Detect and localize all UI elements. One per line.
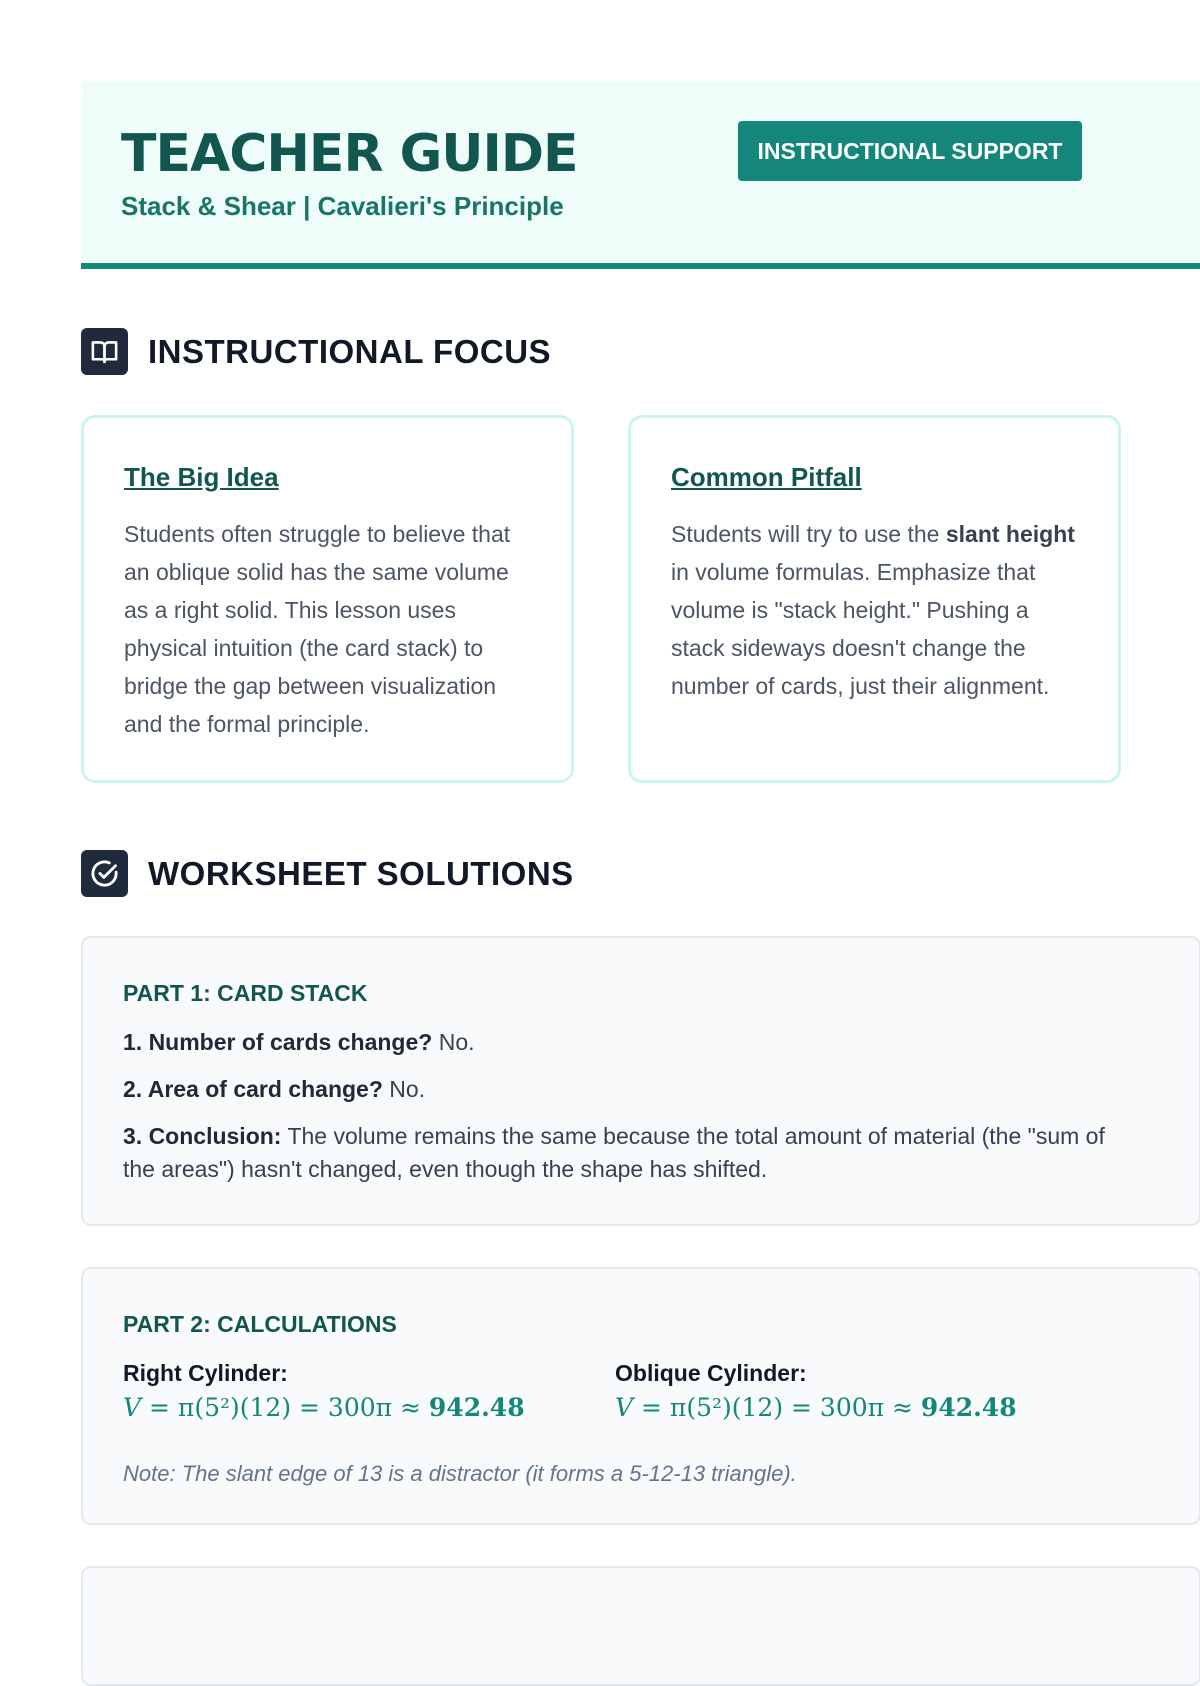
pitfall-text-end: in volume formulas. Emphasize that volume is "stack height." Pushing a stack sideways doesn't change the number of cards, just their alignment.: [671, 559, 1050, 699]
formula-variable: V: [615, 1393, 634, 1422]
part2-card: [81, 1267, 1200, 1525]
big-idea-title: The Big Idea: [124, 462, 279, 492]
question-label: 1. Number of cards change?: [123, 1029, 433, 1055]
guide-header: [81, 81, 1200, 269]
page-subtitle: Stack & Shear | Cavalieri's Principle: [121, 191, 564, 221]
part1-answer-1: [123, 1026, 1133, 1059]
book-icon: [81, 328, 128, 375]
oblique-cylinder-formula: [615, 1393, 1017, 1422]
page-title: TEACHER GUIDE: [121, 124, 578, 184]
big-idea-card: [81, 415, 574, 783]
common-pitfall-card: [628, 415, 1121, 783]
formula-expression: = π(5²)(12) = 300π ≈: [633, 1393, 921, 1422]
answer-text: No.: [389, 1076, 426, 1102]
check-circle-icon: [81, 850, 128, 897]
part1-card: [81, 936, 1200, 1226]
formula-expression: = π(5²)(12) = 300π ≈: [141, 1393, 429, 1422]
part1-title: PART 1: CARD STACK: [123, 980, 368, 1006]
part1-answer-2: [123, 1073, 1133, 1106]
part2-title: PART 2: CALCULATIONS: [123, 1311, 397, 1337]
part3-card: [81, 1566, 1200, 1686]
slant-height-emphasis: slant height: [945, 521, 1075, 547]
common-pitfall-body: [671, 515, 1076, 705]
instructional-support-badge: INSTRUCTIONAL SUPPORT: [738, 121, 1082, 181]
section-title: INSTRUCTIONAL FOCUS: [148, 333, 552, 370]
answer-text: The volume remains the same because the total amount of material (the "sum of the areas") hasn't changed, even though the shape has shifted.: [123, 1123, 1105, 1182]
part1-answer-3: [123, 1120, 1133, 1186]
right-cylinder-label: Right Cylinder:: [123, 1360, 288, 1386]
question-label: 2. Area of card change?: [123, 1076, 383, 1102]
right-cylinder-formula: [123, 1393, 525, 1422]
section-title: WORKSHEET SOLUTIONS: [148, 855, 574, 892]
big-idea-body: Students often struggle to believe that an oblique solid has the same volume as a right solid. This lesson uses physical intuition (the card stack) to bridge the gap between visualization and the formal principle.: [124, 521, 511, 737]
oblique-cylinder-label: Oblique Cylinder:: [615, 1360, 807, 1386]
common-pitfall-title: Common Pitfall: [671, 462, 862, 492]
question-label: 3. Conclusion:: [123, 1123, 282, 1149]
formula-result: 942.48: [428, 1393, 525, 1422]
distractor-note: Note: The slant edge of 13 is a distractor (it forms a 5-12-13 triangle).: [123, 1461, 797, 1486]
answer-text: No.: [438, 1029, 475, 1055]
pitfall-text-start: Students will try to use the: [671, 521, 946, 547]
formula-result: 942.48: [920, 1393, 1017, 1422]
formula-variable: V: [123, 1393, 142, 1422]
